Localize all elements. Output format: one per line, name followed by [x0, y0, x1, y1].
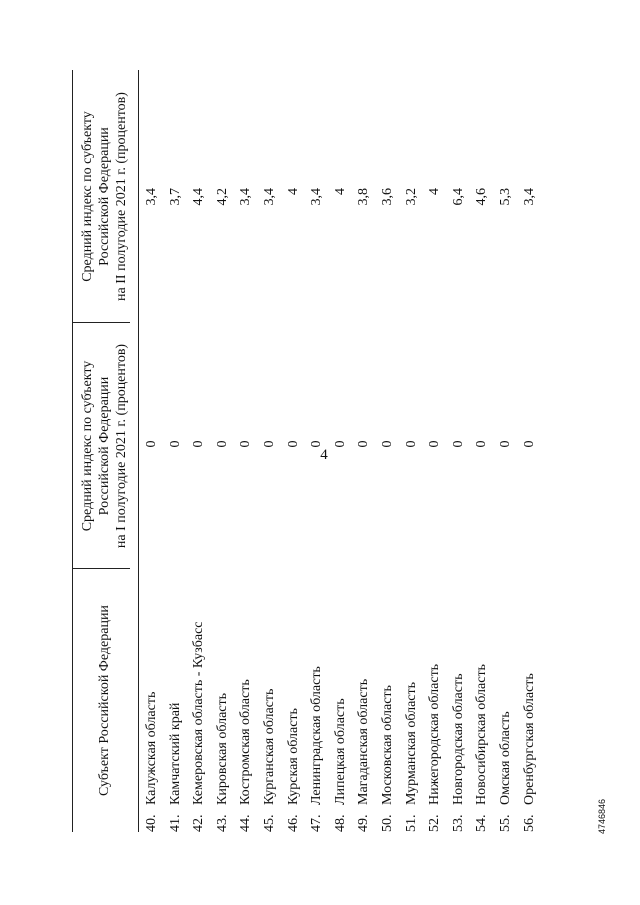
header-line: Российской Федерации — [96, 127, 112, 266]
table-row — [423, 70, 447, 832]
header-line: на I полугодие 2021 г. (процентов) — [113, 343, 129, 549]
header-second-half-index — [74, 70, 134, 323]
second-half-value: 4 — [285, 188, 301, 195]
row-number: 44. — [238, 814, 254, 832]
first-half-value: 0 — [497, 440, 513, 448]
table-row — [447, 70, 471, 832]
second-half-value: 3,7 — [167, 188, 183, 206]
subject-name: Московская область — [379, 685, 395, 805]
second-half-value: 3,4 — [521, 188, 537, 206]
first-half-value: 0 — [167, 440, 183, 448]
second-half-value: 3,2 — [403, 188, 419, 206]
header-bottom-rule — [138, 70, 139, 832]
row-number: 55. — [497, 814, 513, 832]
row-number: 48. — [332, 814, 348, 832]
table-row — [164, 70, 188, 832]
row-number: 43. — [214, 814, 230, 832]
row-number: 53. — [450, 814, 466, 832]
first-half-value: 0 — [214, 440, 230, 448]
table-row — [518, 70, 542, 832]
table-row — [140, 70, 164, 832]
row-number: 45. — [261, 814, 277, 832]
second-half-value: 3,4 — [309, 188, 325, 206]
row-number: 56. — [521, 814, 537, 832]
header-line: на II полугодие 2021 г. (процентов) — [113, 92, 129, 301]
subject-name: Камчатский край — [167, 702, 183, 805]
subject-name: Курская область — [285, 708, 301, 805]
second-half-value: 6,4 — [450, 188, 466, 206]
table-row — [234, 70, 258, 832]
second-half-value: 3,4 — [238, 188, 254, 206]
first-half-value: 0 — [379, 440, 395, 448]
row-number: 51. — [403, 814, 419, 832]
subject-name: Курганская область — [261, 688, 277, 805]
row-number: 41. — [167, 814, 183, 832]
row-number: 40. — [144, 814, 159, 832]
header-line: Средний индекс по субъекту — [79, 111, 95, 282]
subject-name: Оренбургская область — [521, 673, 537, 805]
first-half-value: 0 — [144, 440, 159, 448]
first-half-value: 0 — [261, 440, 277, 448]
second-half-value: 5,3 — [497, 188, 513, 206]
row-number: 46. — [285, 814, 301, 832]
first-half-value: 0 — [309, 440, 325, 448]
table-row — [305, 70, 329, 832]
table-row — [376, 70, 400, 832]
table-row — [211, 70, 235, 832]
subject-name: Нижегородская область — [427, 663, 443, 805]
table-body — [140, 70, 541, 832]
row-number: 54. — [474, 814, 490, 832]
table-row — [470, 70, 494, 832]
header-subject — [74, 569, 134, 832]
first-half-value: 0 — [191, 440, 207, 448]
subject-name: Мурманская область — [403, 681, 419, 805]
table-row — [352, 70, 376, 832]
second-half-value: 3,6 — [379, 188, 395, 206]
subject-name: Новосибирская область — [474, 664, 490, 805]
second-half-value: 4 — [332, 188, 348, 195]
header-line: Средний индекс по субъекту — [79, 360, 95, 532]
table-top-rule — [72, 70, 73, 832]
subject-name: Магаданская область — [356, 678, 372, 805]
second-half-value: 3,8 — [356, 188, 372, 206]
row-number: 52. — [427, 814, 443, 832]
table-row — [494, 70, 518, 832]
first-half-value: 0 — [474, 440, 490, 448]
second-half-value: 4,2 — [214, 188, 230, 206]
second-half-value: 3,4 — [261, 188, 277, 206]
table-row — [400, 70, 424, 832]
table-row — [329, 70, 353, 832]
row-number: 42. — [191, 814, 207, 832]
row-number: 49. — [356, 814, 372, 832]
page-number: 4 — [320, 447, 328, 463]
subject-name: Кировская область — [214, 692, 230, 805]
first-half-value: 0 — [356, 440, 372, 448]
subject-name: Новгородская область — [450, 673, 466, 805]
subject-name: Липецкая область — [332, 698, 348, 805]
second-half-value: 4,4 — [191, 188, 207, 206]
document-code: 4746846 — [597, 798, 607, 834]
row-number: 50. — [379, 814, 395, 832]
subject-name: Калужская область — [144, 691, 159, 805]
table-header — [72, 70, 138, 832]
header-line: Российской Федерации — [96, 376, 112, 516]
subject-name: Ленинградская область — [309, 666, 325, 805]
second-half-value: 3,4 — [144, 188, 159, 206]
second-half-value: 4,6 — [474, 188, 490, 206]
row-number: 47. — [309, 814, 325, 832]
subject-name: Кемеровская область - Кузбасс — [191, 621, 207, 805]
table-row — [258, 70, 282, 832]
first-half-value: 0 — [285, 440, 301, 448]
tariff-index-table — [72, 70, 548, 832]
first-half-value: 0 — [450, 440, 466, 448]
second-half-value: 4 — [427, 188, 443, 195]
subject-name: Омская область — [497, 711, 513, 805]
first-half-value: 0 — [521, 440, 537, 448]
header-first-half-index — [74, 323, 134, 569]
header-subject-text: Субъект Российской Федерации — [96, 605, 112, 796]
table-row — [282, 70, 306, 832]
table-row — [187, 70, 211, 832]
first-half-value: 0 — [332, 440, 348, 448]
first-half-value: 0 — [238, 440, 254, 448]
subject-name: Костромская область — [238, 679, 254, 805]
first-half-value: 0 — [427, 440, 443, 448]
first-half-value: 0 — [403, 440, 419, 448]
